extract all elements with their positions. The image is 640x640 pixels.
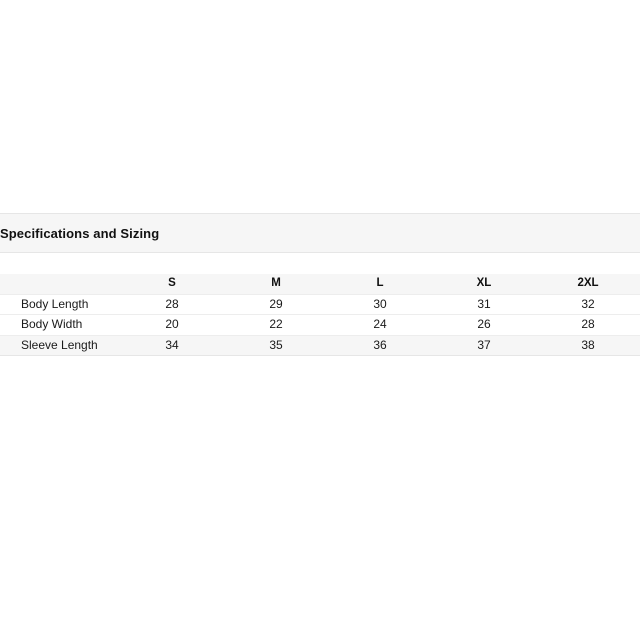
column-header-m: M [224, 274, 328, 294]
cell-body-width-s: 20 [120, 315, 224, 336]
column-header-l: L [328, 274, 432, 294]
table-header-row [0, 274, 640, 294]
table-row [0, 335, 640, 356]
cell-body-width-m: 22 [224, 315, 328, 336]
table-row [0, 294, 640, 315]
cell-body-width-xl: 26 [432, 315, 536, 336]
specifications-and-sizing-block [0, 213, 640, 356]
table-row [0, 315, 640, 336]
section-header [0, 213, 640, 253]
row-label-body-width: Body Width [0, 315, 120, 336]
cell-body-width-2xl: 28 [536, 315, 640, 336]
cell-body-width-l: 24 [328, 315, 432, 336]
cell-sleeve-length-l: 36 [328, 335, 432, 356]
column-header-measurement [0, 274, 120, 294]
cell-body-length-xl: 31 [432, 294, 536, 315]
cell-body-length-l: 30 [328, 294, 432, 315]
cell-body-length-m: 29 [224, 294, 328, 315]
section-title: Specifications and Sizing [0, 225, 160, 241]
column-header-xl: XL [432, 274, 536, 294]
row-label-sleeve-length: Sleeve Length [0, 335, 120, 356]
cell-body-length-s: 28 [120, 294, 224, 315]
row-label-body-length: Body Length [0, 294, 120, 315]
sizing-table [0, 274, 640, 356]
cell-sleeve-length-xl: 37 [432, 335, 536, 356]
column-header-s: S [120, 274, 224, 294]
section-spacer [0, 253, 640, 274]
cell-body-length-2xl: 32 [536, 294, 640, 315]
column-header-2xl: 2XL [536, 274, 640, 294]
cell-sleeve-length-s: 34 [120, 335, 224, 356]
cell-sleeve-length-m: 35 [224, 335, 328, 356]
cell-sleeve-length-2xl: 38 [536, 335, 640, 356]
